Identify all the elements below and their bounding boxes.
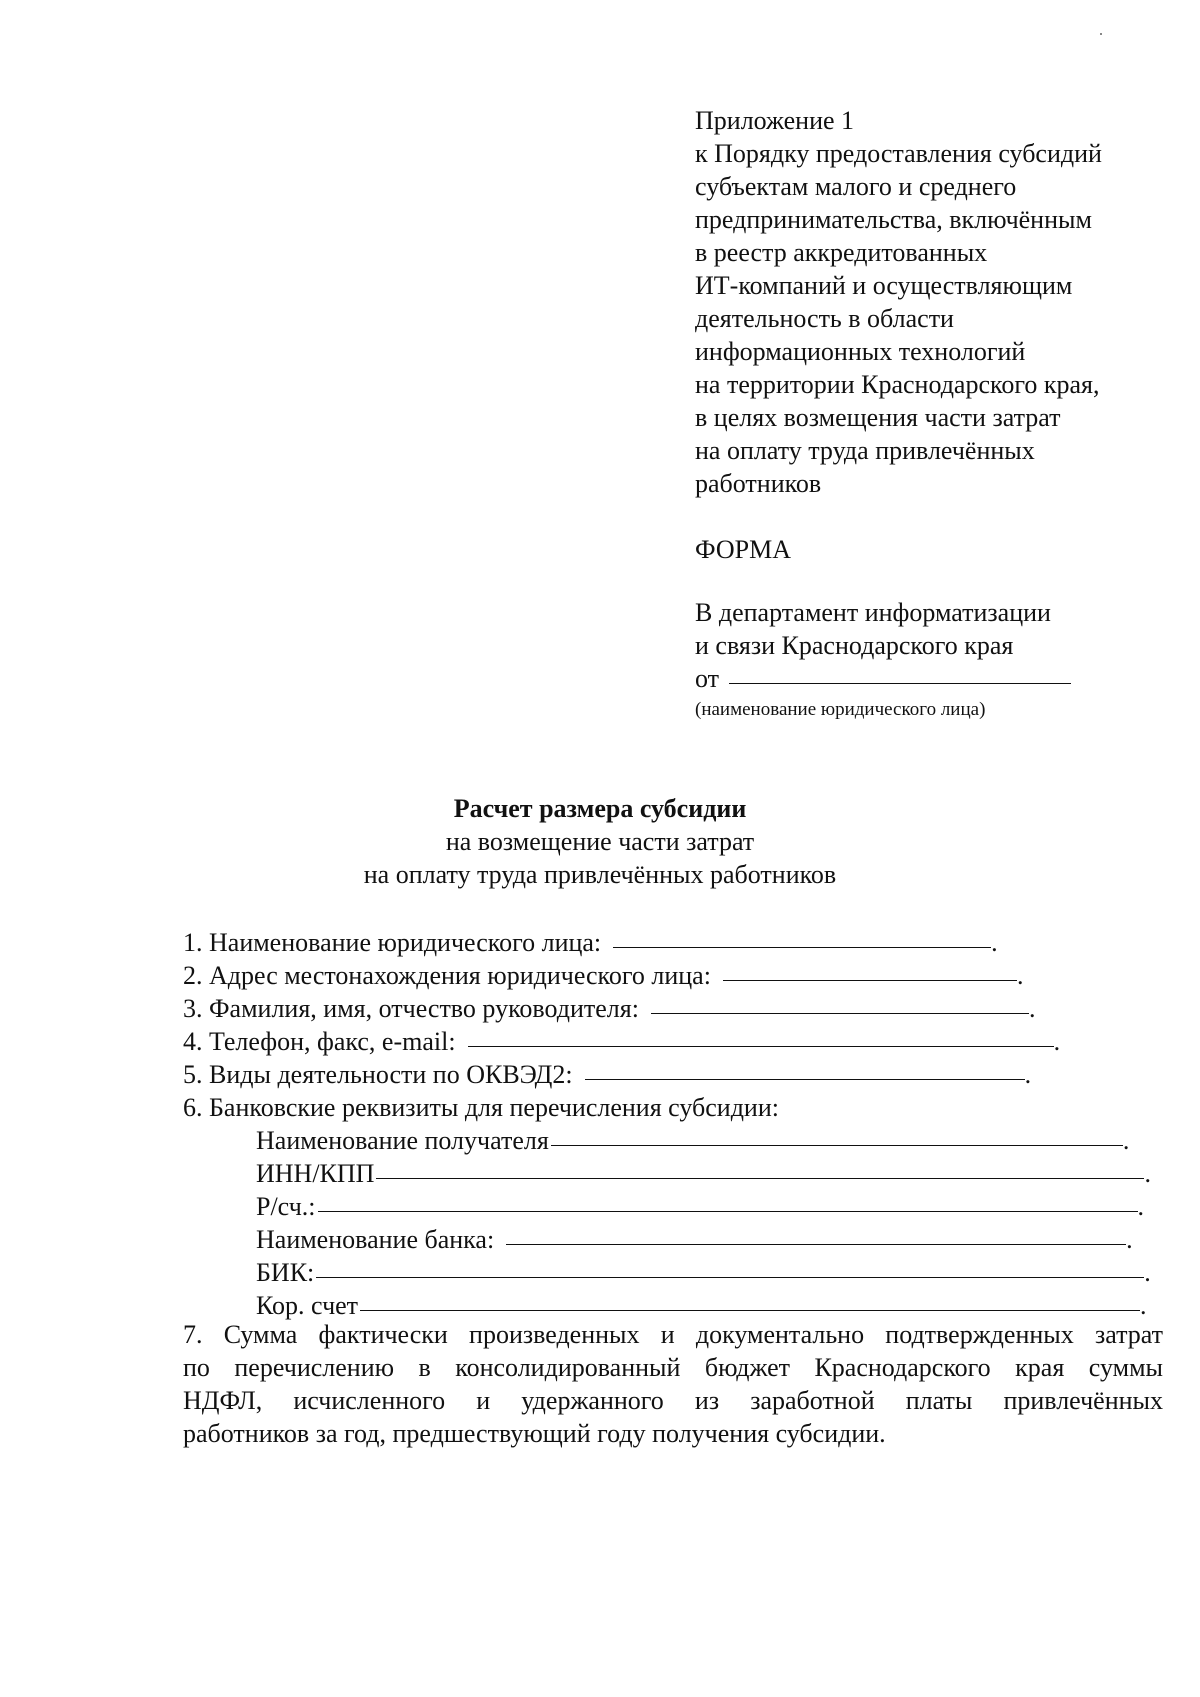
field-end: .: [1024, 1060, 1032, 1089]
field-end: .: [1028, 994, 1036, 1023]
field-label: 5. Виды деятельности по ОКВЭД2:: [183, 1060, 573, 1089]
appendix-header: [695, 104, 1102, 500]
appendix-line: деятельность в области: [695, 304, 954, 333]
field-label: 2. Адрес местонахождения юридического лица:: [183, 961, 711, 990]
bank-label: Наименование банка:: [256, 1225, 495, 1254]
from-hint: (наименование юридического лица): [695, 699, 986, 720]
field-row: [183, 1025, 1163, 1058]
appendix-line: информационных технологий: [695, 337, 1026, 366]
field-end: .: [1053, 1027, 1061, 1056]
appendix-line: в реестр аккредитованных: [695, 238, 988, 267]
bank-end: .: [1144, 1159, 1151, 1188]
appendix-line: ИТ-компаний и осуществляющим: [695, 271, 1073, 300]
field-row: [183, 959, 1163, 992]
bank-blank[interactable]: [506, 1243, 1126, 1245]
bank-row: [183, 1157, 1163, 1190]
paragraph-line: работников за год, предшествующий году получения субсидии.: [183, 1419, 886, 1448]
field-end: .: [991, 928, 998, 957]
scan-speck: [1100, 33, 1102, 35]
bank-blank[interactable]: [551, 1144, 1123, 1146]
field-label: 4. Телефон, факс, e-mail:: [183, 1027, 456, 1056]
appendix-line: Приложение 1: [695, 106, 855, 135]
paragraph-line: 7. Сумма фактически произведенных и документально подтвержденных затрат: [183, 1320, 1163, 1349]
field-blank[interactable]: [723, 979, 1017, 981]
title-line-2: на возмещение части затрат: [445, 827, 755, 856]
bank-row: [183, 1190, 1163, 1223]
bank-row: [183, 1124, 1163, 1157]
recipient-line-2: и связи Краснодарского края: [695, 631, 1014, 660]
field-end: .: [1016, 961, 1024, 990]
field-row: [183, 926, 1163, 959]
bank-blank[interactable]: [318, 1210, 1138, 1212]
appendix-line: в целях возмещения части затрат: [695, 403, 1061, 432]
paragraph-line: НДФЛ, исчисленного и удержанного из заработной платы привлечённых: [183, 1386, 1163, 1415]
bank-blank[interactable]: [360, 1309, 1140, 1311]
field-blank[interactable]: [468, 1045, 1054, 1047]
field-row: [183, 992, 1163, 1025]
title-main: Расчет размера субсидии: [453, 794, 747, 823]
recipient-block: [695, 596, 1071, 723]
bank-row: [183, 1256, 1163, 1289]
from-blank-field[interactable]: [729, 682, 1071, 684]
bank-end: .: [1140, 1291, 1147, 1320]
from-label: от: [695, 664, 720, 693]
form-label: ФОРМА: [695, 535, 791, 564]
bank-blank[interactable]: [376, 1177, 1144, 1179]
field-blank[interactable]: [613, 946, 991, 948]
appendix-line: на оплату труда привлечённых: [695, 436, 1035, 465]
bank-label: Р/сч.:: [256, 1192, 316, 1221]
bank-end: .: [1126, 1225, 1133, 1254]
field-blank[interactable]: [585, 1078, 1025, 1080]
paragraph-line: по перечислению в консолидированный бюджет Краснодарского края суммы: [183, 1353, 1163, 1382]
field-row: [183, 1058, 1163, 1091]
bank-label: Кор. счет: [256, 1291, 359, 1320]
bank-blank[interactable]: [316, 1276, 1144, 1278]
bank-row: [183, 1223, 1163, 1256]
appendix-line: работников: [695, 469, 822, 498]
field-blank[interactable]: [651, 1012, 1029, 1014]
appendix-line: на территории Краснодарского края,: [695, 370, 1100, 399]
title-line-3: на оплату труда привлечённых работников: [363, 860, 837, 889]
bank-label: БИК:: [256, 1258, 315, 1287]
bank-heading-text: 6. Банковские реквизиты для перечисления субсидии:: [183, 1093, 779, 1122]
field-label: 3. Фамилия, имя, отчество руководителя:: [183, 994, 639, 1023]
appendix-line: предпринимательства, включённым: [695, 205, 1092, 234]
form-fields: [183, 926, 1163, 1322]
from-line: [695, 662, 1071, 695]
appendix-line: субъектам малого и среднего: [695, 172, 1017, 201]
appendix-line: к Порядку предоставления субсидий: [695, 139, 1102, 168]
bank-label: Наименование получателя: [256, 1126, 549, 1155]
bank-end: .: [1137, 1192, 1145, 1221]
bank-end: .: [1122, 1126, 1130, 1155]
item-7-paragraph: [183, 1318, 1163, 1450]
bank-end: .: [1144, 1258, 1151, 1287]
bank-heading: [183, 1091, 1163, 1124]
field-label: 1. Наименование юридического лица:: [183, 928, 602, 957]
document-title: [0, 792, 1200, 891]
bank-label: ИНН/КПП: [256, 1159, 375, 1188]
recipient-line-1: В департамент информатизации: [695, 598, 1051, 627]
